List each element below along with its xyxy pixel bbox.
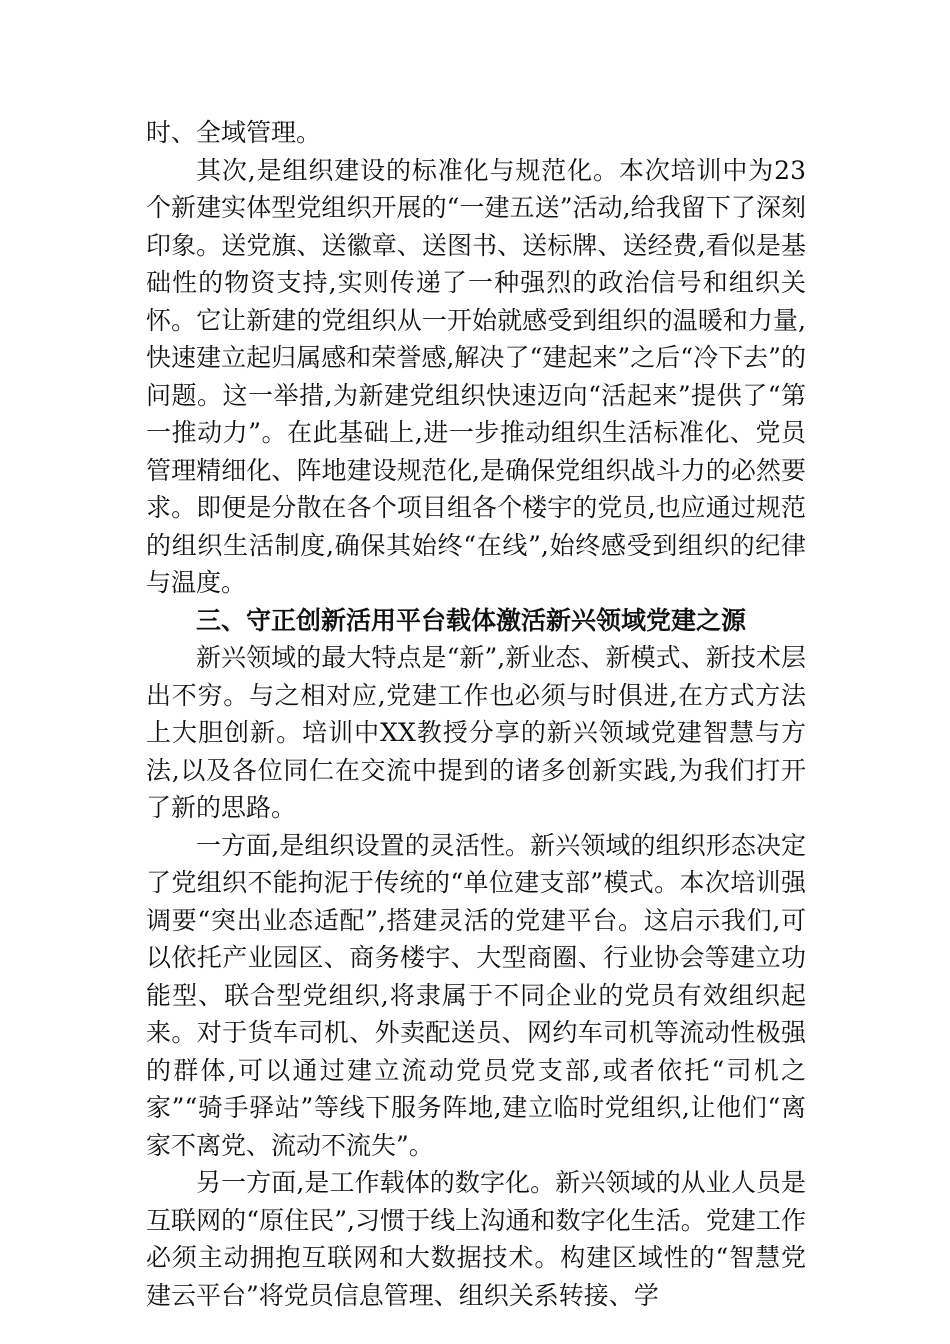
paragraph-organization-flexibility: 一方面,是组织设置的灵活性。新兴领域的组织形态决定了党组织不能拘泥于传统的“单位建支部”模式。本次培训强调要“突出业态适配”,搭建灵活的党建平台。这启示我们,可以依托产业园区、商务楼宇、大型商圈、行业协会等建立功能型、联合型党组织,将隶属于不同企业的党员有效组织起来。对于货车司机、外卖配送员、网约车司机等流动性极强的群体,可以通过建立流动党员党支部,或者依托“司机之家”“骑手驿站”等线下服务阵地,建立临时党组织,让他们“离家不离党、流动不流失”。 — [146, 830, 806, 1160]
paragraph-digitalization: 另一方面,是工作载体的数字化。新兴领域的从业人员是互联网的“原住民”,习惯于线上沟通和数字化生活。党建工作必须主动拥抱互联网和大数据技术。构建区域性的“智慧党建云平台”将党员信息管理、组织关系转接、学 — [146, 1168, 806, 1310]
paragraph-continuation: 时、全域管理。 — [146, 118, 322, 147]
section-heading: 三、守正创新活用平台载体激活新兴领域党建之源 — [196, 605, 747, 635]
paragraph-innovation-intro: 新兴领域的最大特点是“新”,新业态、新模式、新技术层出不穷。与之相对应,党建工作也必须与时俱进,在方式方法上大胆创新。培训中XX教授分享的新兴领域党建智慧与方法,以及各位同仁在交流中提到的诸多创新实践,为我们打开了新的思路。 — [146, 643, 806, 822]
paragraph-standardization: 其次,是组织建设的标准化与规范化。本次培训中为23个新建实体型党组织开展的“一建五送”活动,给我留下了深刻印象。送党旗、送徽章、送图书、送标牌、送经费,看似是基础性的物资支持,实则传递了一种强烈的政治信号和组织关怀。它让新建的党组织从一开始就感受到组织的温暖和力量,快速建立起归属感和荣誉感,解决了“建起来”之后“冷下去”的问题。这一举措,为新建党组织快速迈向“活起来”提供了“第一推动力”。在此基础上,进一步推动组织生活标准化、党员管理精细化、阵地建设规范化,是确保党组织战斗力的必然要求。即便是分散在各个项目组各个楼宇的党员,也应通过规范的组织生活制度,确保其始终“在线”,始终感受到组织的纪律与温度。 — [146, 155, 806, 597]
document-body — [146, 114, 806, 1314]
